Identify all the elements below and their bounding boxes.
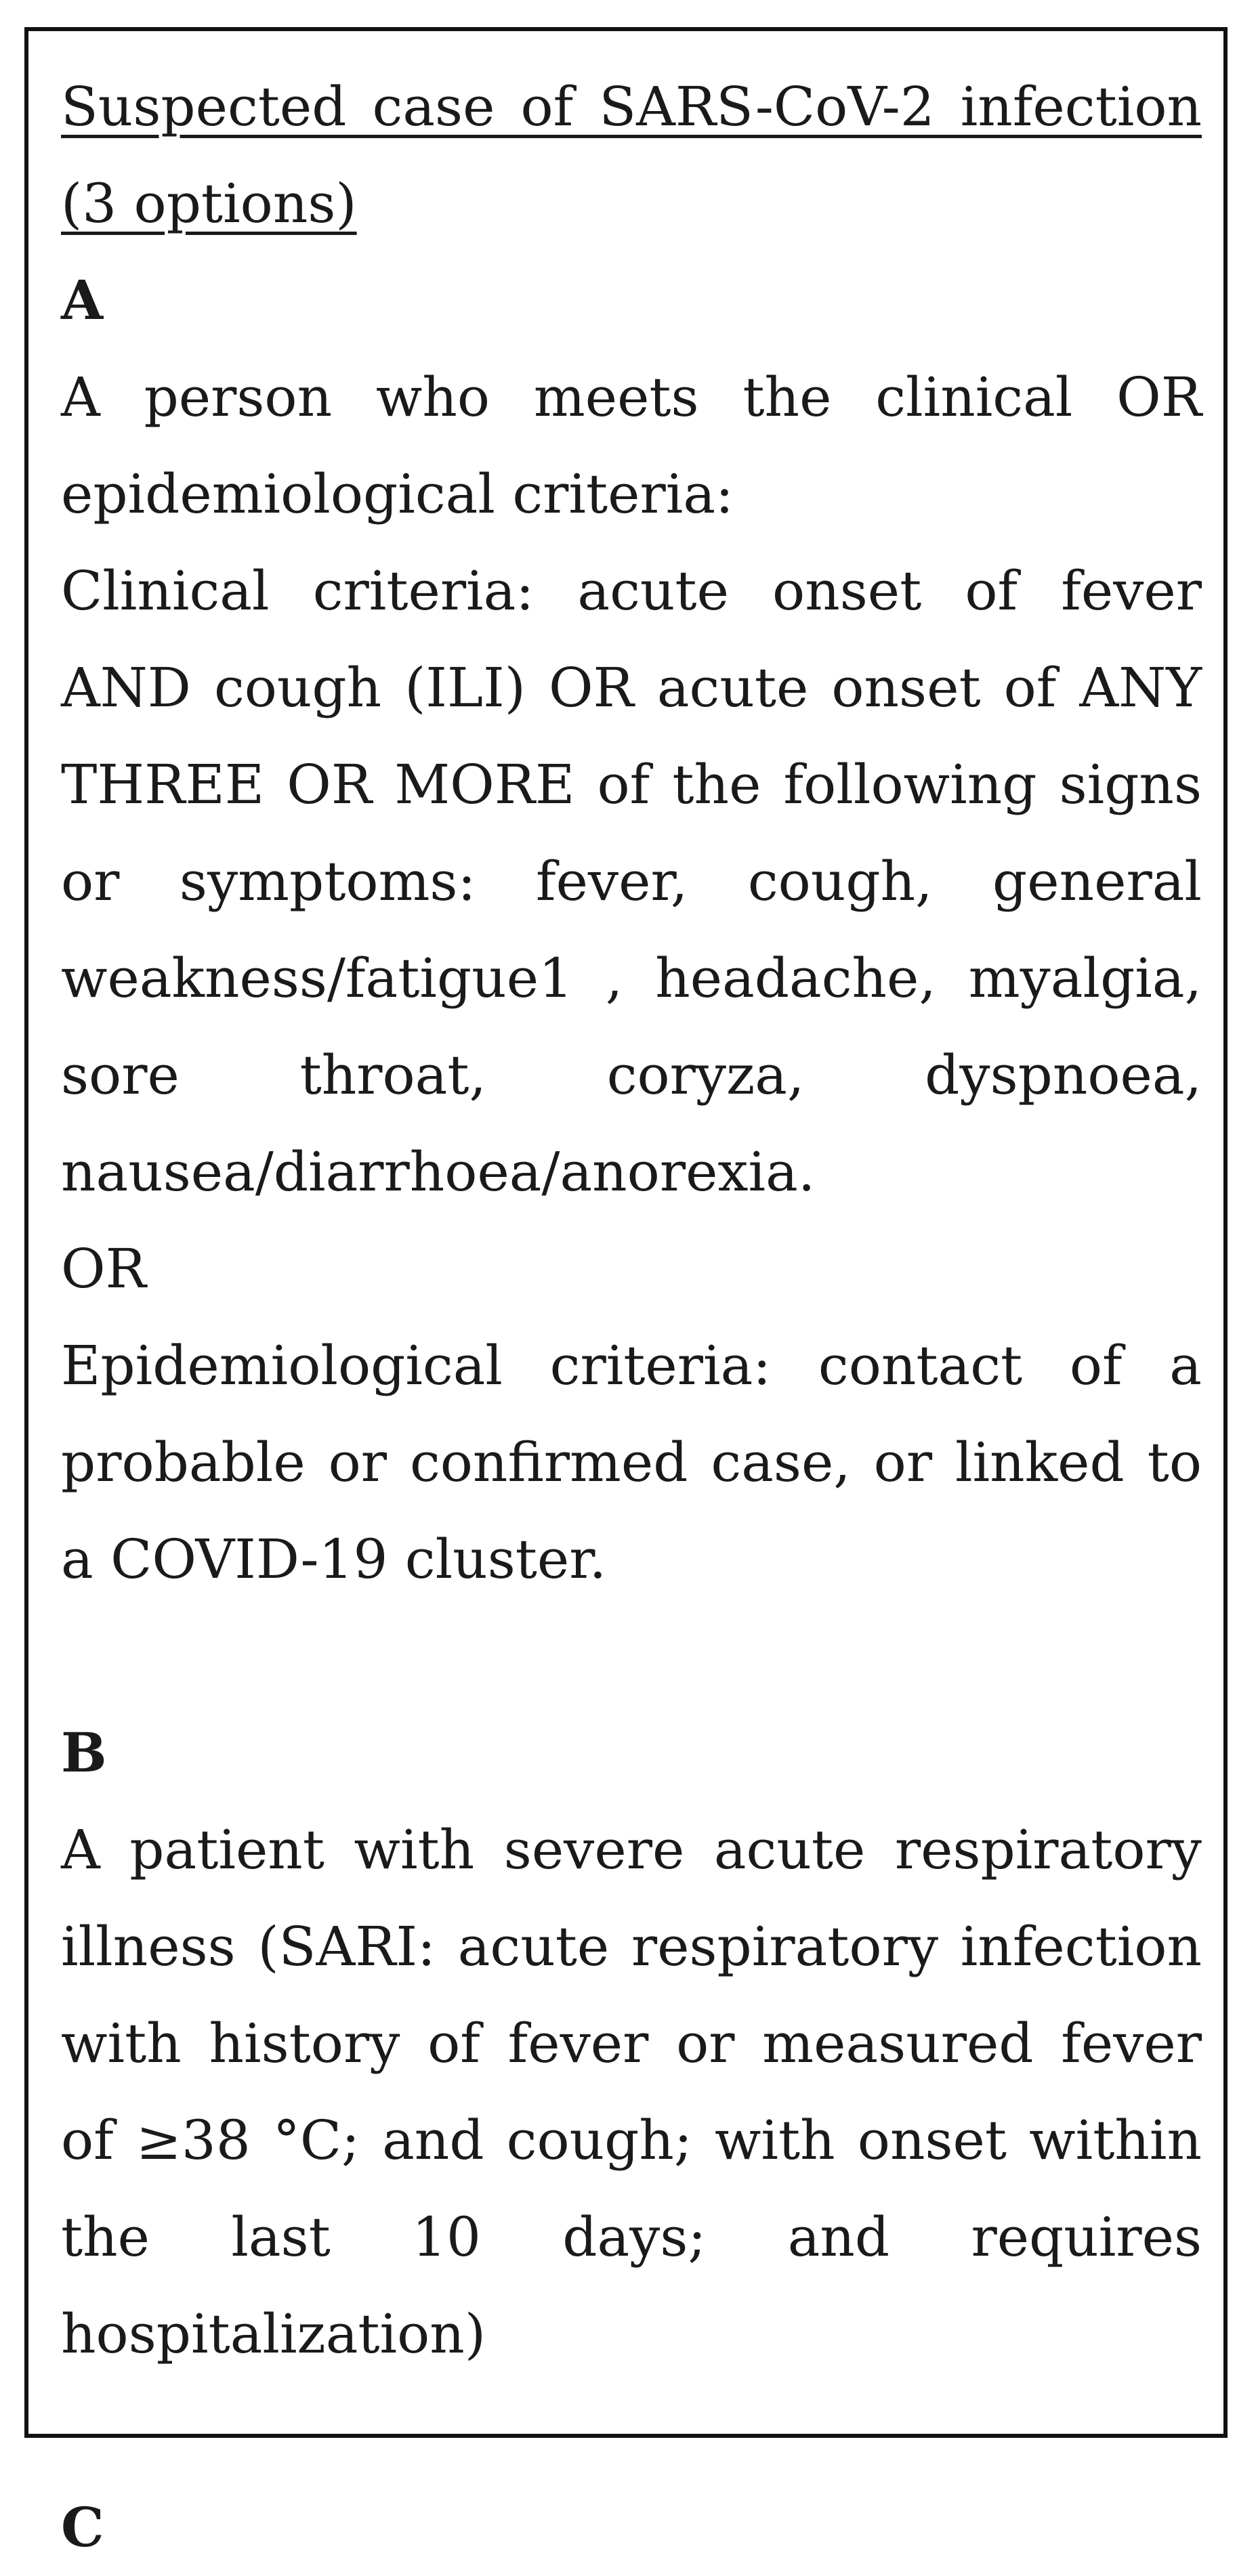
section-label-b: B [61,1721,107,1784]
case-definition-heading: Suspected case of SARS-CoV-2 infection (3 options) [61,75,1202,235]
spacer [61,2382,1202,2479]
case-definition-box [24,27,1228,2559]
clinical-criteria: Clinical criteria: acute onset of fever AND cough (ILI) OR acute onset of ANY THREE OR MORE of the following signs or symptoms: fever, cough, general weakness/fatigue1 , headache, myalgia, sore throat, coryza, dyspnoea, nausea/diarrhoea/anorexia. [61,559,1202,1203]
epidemiological-criteria: Epidemiological criteria: contact of a probable or confirmed case, or linked to a COVID-19 cluster. [61,1334,1202,1591]
spacer [61,1608,1202,1704]
section-label-c: C [61,2495,104,2559]
section-a-intro: A person who meets the clinical OR epidemiological criteria: [61,366,1202,525]
section-label-a: A [61,268,104,332]
case-definition-content [61,58,1202,2576]
section-b-text: A patient with severe acute respiratory illness (SARI: acute respiratory infection with history of fever or measured fever of ≥38 °C; and cough; with onset within the last 10 days; and requires hospitalization) [61,1818,1202,2365]
or-separator: OR [61,1237,146,1300]
